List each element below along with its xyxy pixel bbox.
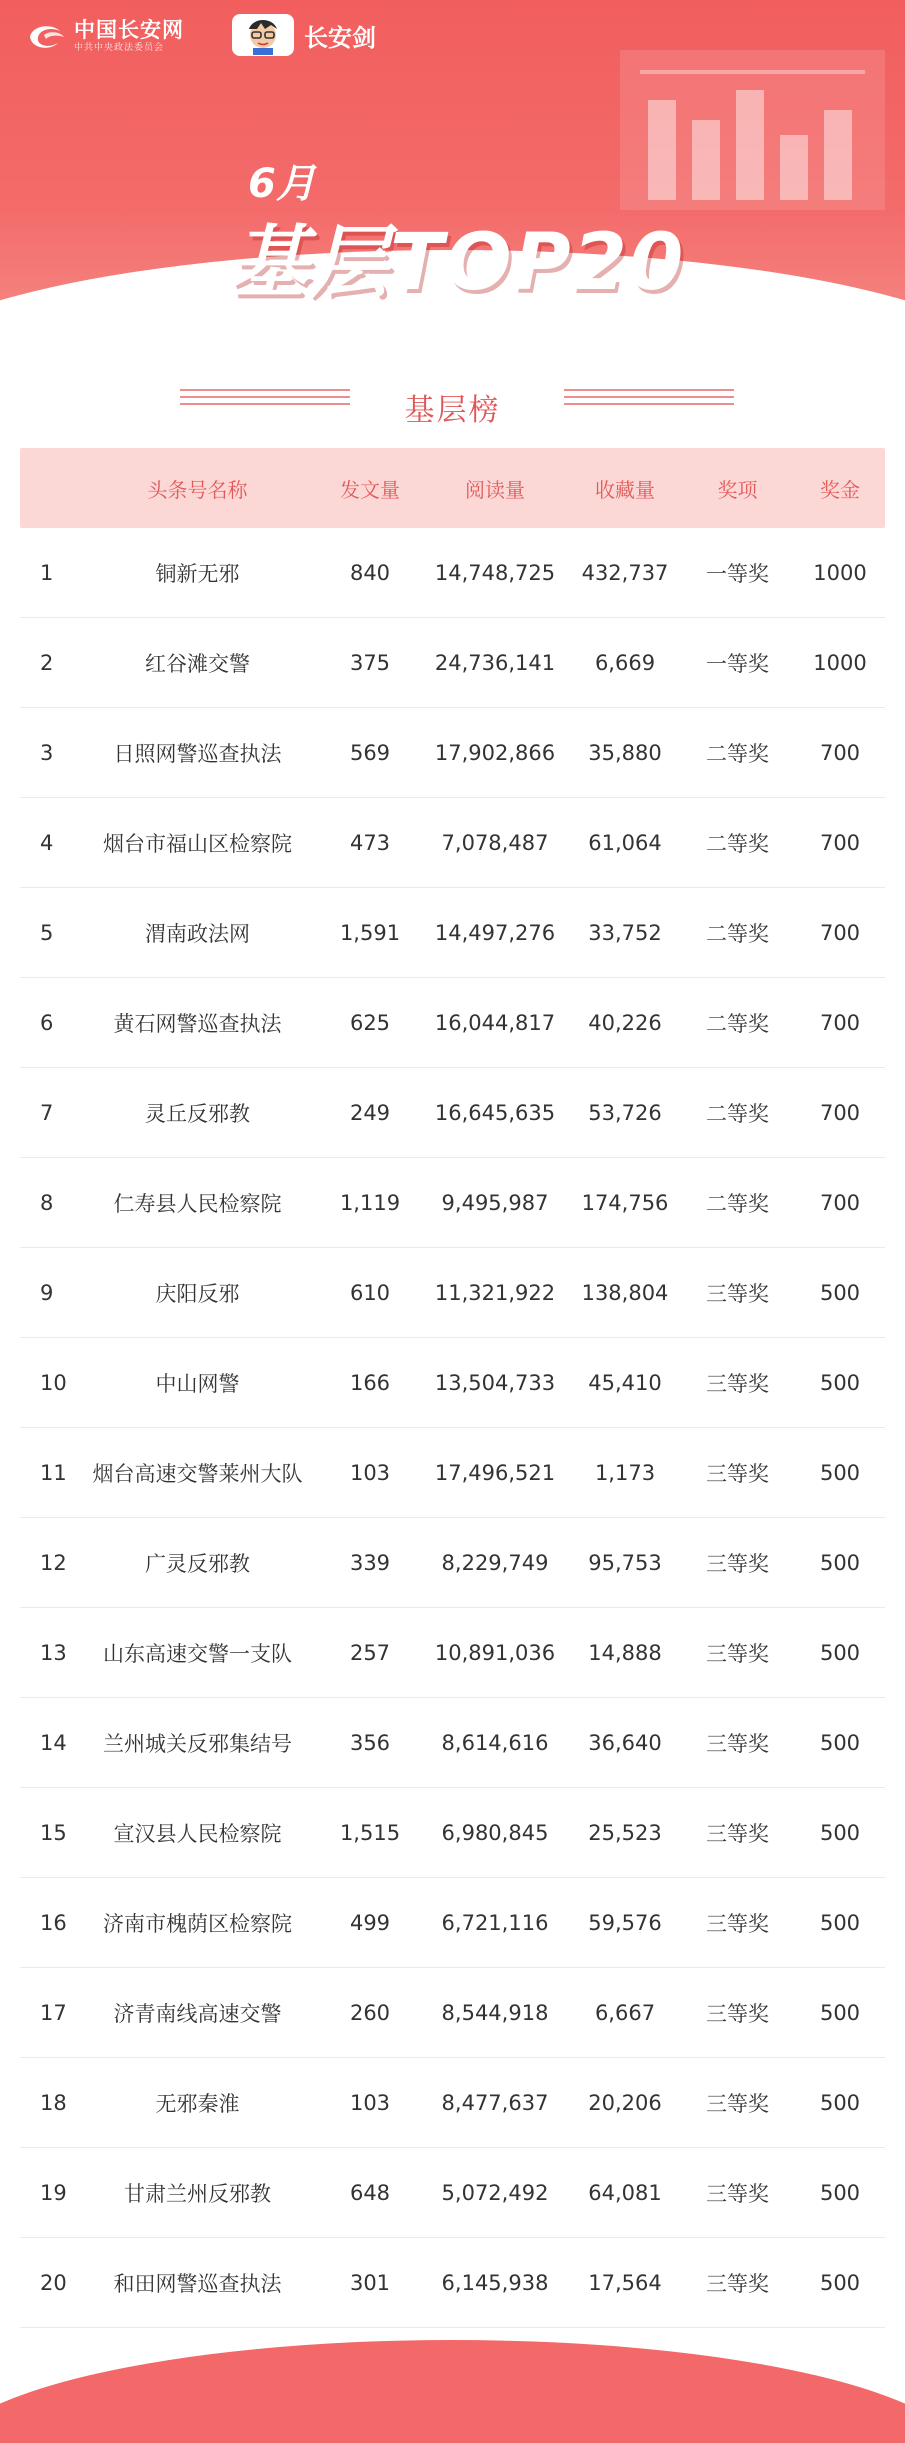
cell-rank: 7 [40,1100,54,1125]
table-row [20,1788,885,1878]
cell-award: 二等奖 [706,1011,769,1036]
cell-name: 兰州城关反邪集结号 [103,1731,292,1756]
cell-prize: 700 [819,830,861,855]
footer-curve [0,2340,905,2443]
cell-saves: 14,888 [588,1640,662,1665]
cell-posts: 249 [349,1100,391,1125]
cell-name: 济南市槐荫区检察院 [103,1911,292,1936]
cell-saves: 6,667 [594,2000,656,2025]
cell-rank: 3 [40,740,54,765]
table-header [20,448,885,528]
cell-posts: 610 [349,1280,391,1305]
cell-name: 仁寿县人民检察院 [113,1191,282,1216]
cell-prize: 500 [819,1280,861,1305]
cell-posts: 840 [349,560,391,585]
cell-name: 渭南政法网 [145,921,250,946]
header-banner [0,0,905,345]
cell-award: 三等奖 [706,1461,769,1486]
col-prize-header: 奖金 [820,477,860,502]
table-row [20,1518,885,1608]
cell-posts: 625 [349,1010,391,1035]
cell-name: 灵丘反邪教 [145,1101,250,1126]
table-row [20,2148,885,2238]
table-row [20,618,885,708]
cell-saves: 61,064 [588,830,662,855]
cell-rank: 17 [40,2000,67,2025]
cell-reads: 6,145,938 [441,2270,549,2295]
cell-posts: 260 [349,2000,391,2025]
brand-name: 长安剑 [304,23,376,52]
cell-reads: 11,321,922 [434,1280,556,1305]
cell-rank: 4 [40,830,54,855]
cell-award: 三等奖 [706,1551,769,1576]
cell-posts: 499 [349,1910,391,1935]
cell-reads: 16,645,635 [434,1100,556,1125]
cell-posts: 301 [349,2270,391,2295]
cell-posts: 375 [349,650,391,675]
cell-rank: 11 [40,1460,67,1485]
cell-reads: 6,721,116 [441,1910,549,1935]
cell-rank: 16 [40,1910,67,1935]
cell-name: 济青南线高速交警 [113,2001,282,2026]
cell-prize: 500 [819,2270,861,2295]
cell-award: 三等奖 [706,1911,769,1936]
section-decor-lines-right [564,389,734,419]
col-award-header: 奖项 [717,477,758,502]
cell-prize: 700 [819,1190,861,1215]
cell-prize: 500 [819,1460,861,1485]
cell-reads: 14,497,276 [434,920,556,945]
cell-award: 二等奖 [706,1191,769,1216]
table-row [20,1338,885,1428]
cell-award: 一等奖 [706,651,769,676]
table-row [20,1248,885,1338]
cell-prize: 500 [819,2090,861,2115]
cell-posts: 356 [349,1730,391,1755]
cell-name: 黄石网警巡查执法 [113,1011,282,1036]
cell-name: 庆阳反邪 [155,1281,240,1306]
logo-swirl-icon [26,21,68,51]
cell-name: 烟台高速交警莱州大队 [92,1461,303,1486]
cell-reads: 13,504,733 [434,1370,556,1395]
cell-rank: 18 [40,2090,67,2115]
table-row [20,1158,885,1248]
cell-reads: 9,495,987 [441,1190,549,1215]
changanjian-brand[interactable] [232,14,376,56]
cell-saves: 1,173 [594,1460,656,1485]
cell-award: 三等奖 [706,1731,769,1756]
cell-rank: 20 [40,2270,67,2295]
cell-saves: 20,206 [588,2090,662,2115]
cell-prize: 700 [819,1100,861,1125]
footer-decoration [0,2340,905,2443]
col-name-header: 头条号名称 [147,477,248,502]
cell-saves: 33,752 [588,920,662,945]
cell-rank: 13 [40,1640,67,1665]
cell-award: 三等奖 [706,1281,769,1306]
cell-posts: 103 [349,1460,391,1485]
cell-saves: 6,669 [594,650,656,675]
cell-name: 日照网警巡查执法 [113,741,282,766]
cell-saves: 174,756 [581,1190,669,1215]
cell-rank: 2 [40,650,54,675]
cell-rank: 15 [40,1820,67,1845]
col-posts-header: 发文量 [340,477,400,502]
cell-posts: 648 [349,2180,391,2205]
cell-award: 二等奖 [706,831,769,856]
cell-rank: 10 [40,1370,67,1395]
cell-award: 三等奖 [706,1641,769,1666]
cell-award: 二等奖 [706,741,769,766]
cell-rank: 6 [40,1010,54,1035]
cell-saves: 64,081 [588,2180,662,2205]
cell-reads: 16,044,817 [434,1010,556,1035]
cell-prize: 500 [819,2180,861,2205]
cell-award: 三等奖 [706,2271,769,2296]
cell-reads: 8,544,918 [441,2000,549,2025]
cell-award: 三等奖 [706,1371,769,1396]
cell-reads: 17,496,521 [434,1460,556,1485]
cell-name: 广灵反邪教 [145,1551,250,1576]
cell-posts: 166 [349,1370,391,1395]
cell-award: 三等奖 [706,2001,769,2026]
table-row [20,1698,885,1788]
cell-name: 铜新无邪 [155,561,240,586]
table-row [20,888,885,978]
col-saves-header: 收藏量 [595,477,655,502]
page-title: 基层TOP20 [230,218,686,308]
decorative-bar-chart-icon [620,30,885,210]
cell-rank: 9 [40,1280,54,1305]
cell-saves: 17,564 [588,2270,662,2295]
cell-prize: 500 [819,1730,861,1755]
cell-prize: 500 [819,1370,861,1395]
cell-prize: 700 [819,920,861,945]
cell-award: 一等奖 [706,561,769,586]
cell-posts: 339 [349,1550,391,1575]
col-reads-header: 阅读量 [465,477,525,502]
cell-rank: 5 [40,920,54,945]
cell-name: 中山网警 [155,1371,240,1396]
cell-award: 二等奖 [706,1101,769,1126]
cell-name: 和田网警巡查执法 [113,2271,282,2296]
cell-saves: 53,726 [588,1100,662,1125]
cell-posts: 103 [349,2090,391,2115]
table-row [20,1608,885,1698]
cell-name: 宣汉县人民检察院 [113,1821,282,1846]
cell-reads: 6,980,845 [441,1820,549,1845]
logo-main-text: 中国长安网 [74,18,184,42]
cell-saves: 95,753 [588,1550,662,1575]
cell-posts: 1,591 [339,920,401,945]
chinapeace-logo[interactable] [26,18,184,54]
table-row [20,1878,885,1968]
cell-reads: 7,078,487 [441,830,549,855]
cell-saves: 138,804 [581,1280,669,1305]
table-row [20,708,885,798]
cell-rank: 19 [40,2180,67,2205]
table-row [20,1068,885,1158]
cell-prize: 700 [819,740,861,765]
cell-award: 三等奖 [706,2181,769,2206]
cell-award: 二等奖 [706,921,769,946]
cell-award: 三等奖 [706,2091,769,2116]
cell-saves: 432,737 [581,560,669,585]
cell-name: 无邪秦淮 [155,2091,240,2116]
cell-reads: 14,748,725 [434,560,556,585]
cell-reads: 24,736,141 [434,650,556,675]
cell-name: 甘肃兰州反邪教 [124,2181,271,2206]
cell-rank: 1 [40,560,54,585]
cell-rank: 12 [40,1550,67,1575]
cell-posts: 1,515 [339,1820,401,1845]
cell-saves: 25,523 [588,1820,662,1845]
table-row [20,2238,885,2328]
cell-posts: 569 [349,740,391,765]
cell-saves: 45,410 [588,1370,662,1395]
table-row [20,1428,885,1518]
cell-award: 三等奖 [706,1821,769,1846]
cell-name: 山东高速交警一支队 [103,1641,292,1666]
cell-reads: 8,614,616 [441,1730,549,1755]
cell-posts: 473 [349,830,391,855]
section-title: 基层榜 [404,393,501,428]
mascot-avatar-icon [232,14,294,56]
cell-prize: 1000 [813,560,867,585]
cell-rank: 14 [40,1730,67,1755]
cell-reads: 8,477,637 [441,2090,549,2115]
cell-reads: 17,902,866 [434,740,556,765]
table-row [20,1968,885,2058]
cell-prize: 1000 [813,650,867,675]
cell-reads: 10,891,036 [434,1640,556,1665]
cell-saves: 40,226 [588,1010,662,1035]
cell-prize: 700 [819,1010,861,1035]
cell-prize: 500 [819,1640,861,1665]
cell-posts: 257 [349,1640,391,1665]
cell-saves: 36,640 [588,1730,662,1755]
cell-posts: 1,119 [339,1190,401,1215]
ranking-table [20,448,885,2328]
cell-prize: 500 [819,1910,861,1935]
cell-reads: 5,072,492 [441,2180,549,2205]
cell-prize: 500 [819,2000,861,2025]
table-row [20,798,885,888]
cell-name: 烟台市福山区检察院 [103,831,292,856]
cell-saves: 35,880 [588,740,662,765]
section-heading [0,375,905,435]
table-row [20,2058,885,2148]
table-row [20,528,885,618]
table-row [20,978,885,1068]
cell-reads: 8,229,749 [441,1550,549,1575]
cell-saves: 59,576 [588,1910,662,1935]
cell-prize: 500 [819,1550,861,1575]
cell-rank: 8 [40,1190,54,1215]
cell-name: 红谷滩交警 [145,651,250,676]
cell-prize: 500 [819,1820,861,1845]
logo-sub-text: 中共中央政法委员会 [74,43,165,53]
month-label: 6月 [248,161,316,207]
